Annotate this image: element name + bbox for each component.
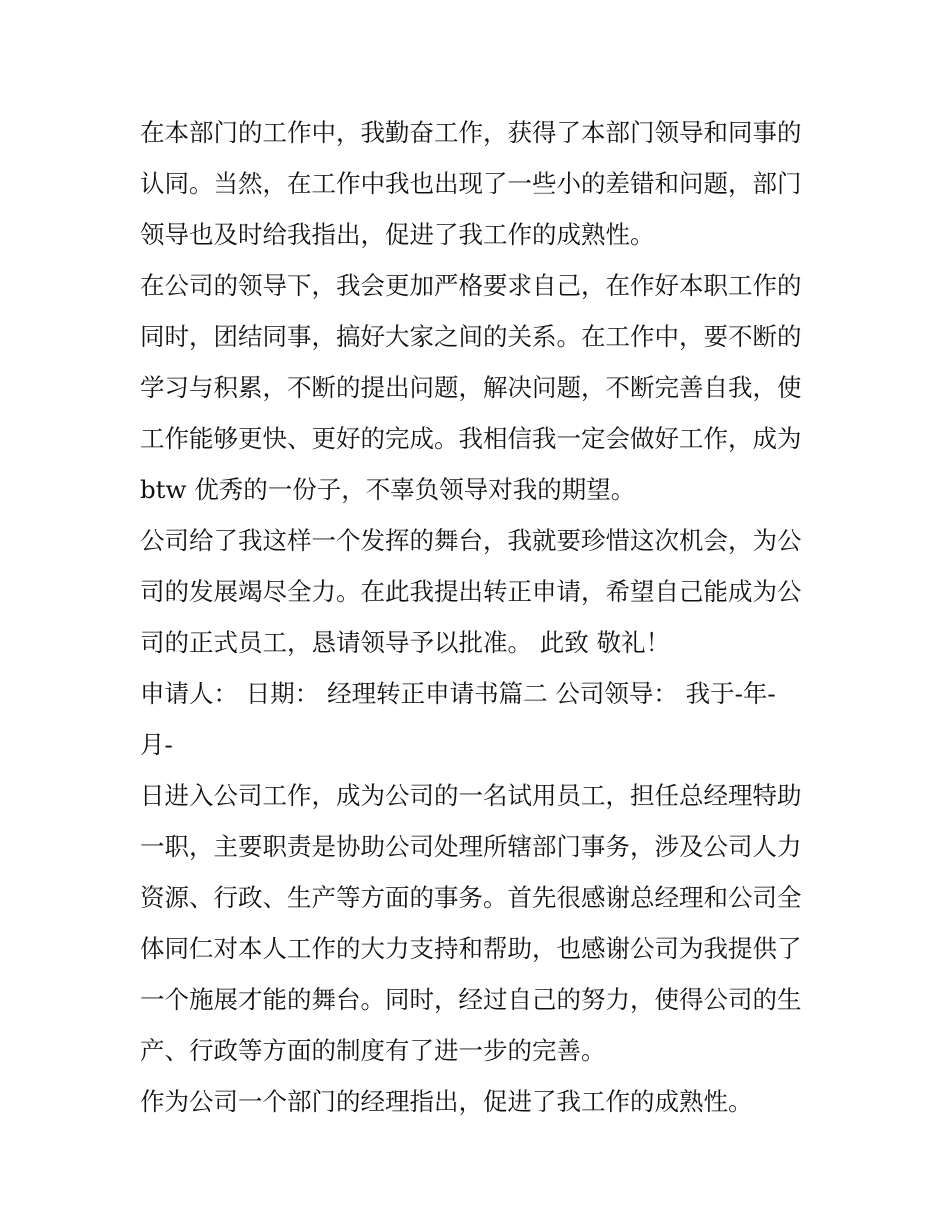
paragraph-3 <box>140 515 812 668</box>
text-line: 一个施展才能的舞台。同时，经过自己的努力，使得公司的生 <box>140 985 802 1014</box>
text-line: 学习与积累，不断的提出问题，解决问题，不断完善自我，使 <box>140 373 802 402</box>
document-body <box>140 107 812 1127</box>
text-line: 领导也及时给我指出，促进了我工作的成熟性。 <box>140 220 655 249</box>
text-line: 在公司的领导下，我会更加严格要求自己，在作好本职工作的 <box>140 271 802 300</box>
paragraph-applicant <box>140 668 812 770</box>
paragraph-1 <box>140 107 812 260</box>
paragraph-2 <box>140 260 812 515</box>
paragraph-6 <box>140 1076 812 1127</box>
text-line: 月- <box>140 730 173 759</box>
text-line: btw 优秀的一份子，不辜负领导对我的期望。 <box>140 475 636 504</box>
text-line: 认同。当然，在工作中我也出现了一些小的差错和问题，部门 <box>140 169 802 198</box>
paragraph-5 <box>140 770 812 1076</box>
text-line: 司的发展竭尽全力。在此我提出转正申请，希望自己能成为公 <box>140 577 802 606</box>
text-line: 申请人： 日期： 经理转正申请书篇二 公司领导： 我于-年- <box>140 679 776 708</box>
text-line: 产、行政等方面的制度有了进一步的完善。 <box>140 1036 606 1065</box>
text-line: 同时，团结同事，搞好大家之间的关系。在工作中，要不断的 <box>140 322 802 351</box>
text-line: 在本部门的工作中，我勤奋工作，获得了本部门领导和同事的 <box>140 118 802 147</box>
text-line: 日进入公司工作，成为公司的一名试用员工，担任总经理特助 <box>140 781 802 810</box>
text-line: 作为公司一个部门的经理指出，促进了我工作的成熟性。 <box>140 1087 753 1116</box>
text-line: 公司给了我这样一个发挥的舞台，我就要珍惜这次机会，为公 <box>140 526 802 555</box>
text-line: 司的正式员工，恳请领导予以批准。 此致 敬礼！ <box>140 628 671 657</box>
text-line: 资源、行政、生产等方面的事务。首先很感谢总经理和公司全 <box>140 883 802 912</box>
text-line: 一职，主要职责是协助公司处理所辖部门事务，涉及公司人力 <box>140 832 802 861</box>
text-line: 工作能够更快、更好的完成。我相信我一定会做好工作，成为 <box>140 424 802 453</box>
text-line: 体同仁对本人工作的大力支持和帮助，也感谢公司为我提供了 <box>140 934 802 963</box>
